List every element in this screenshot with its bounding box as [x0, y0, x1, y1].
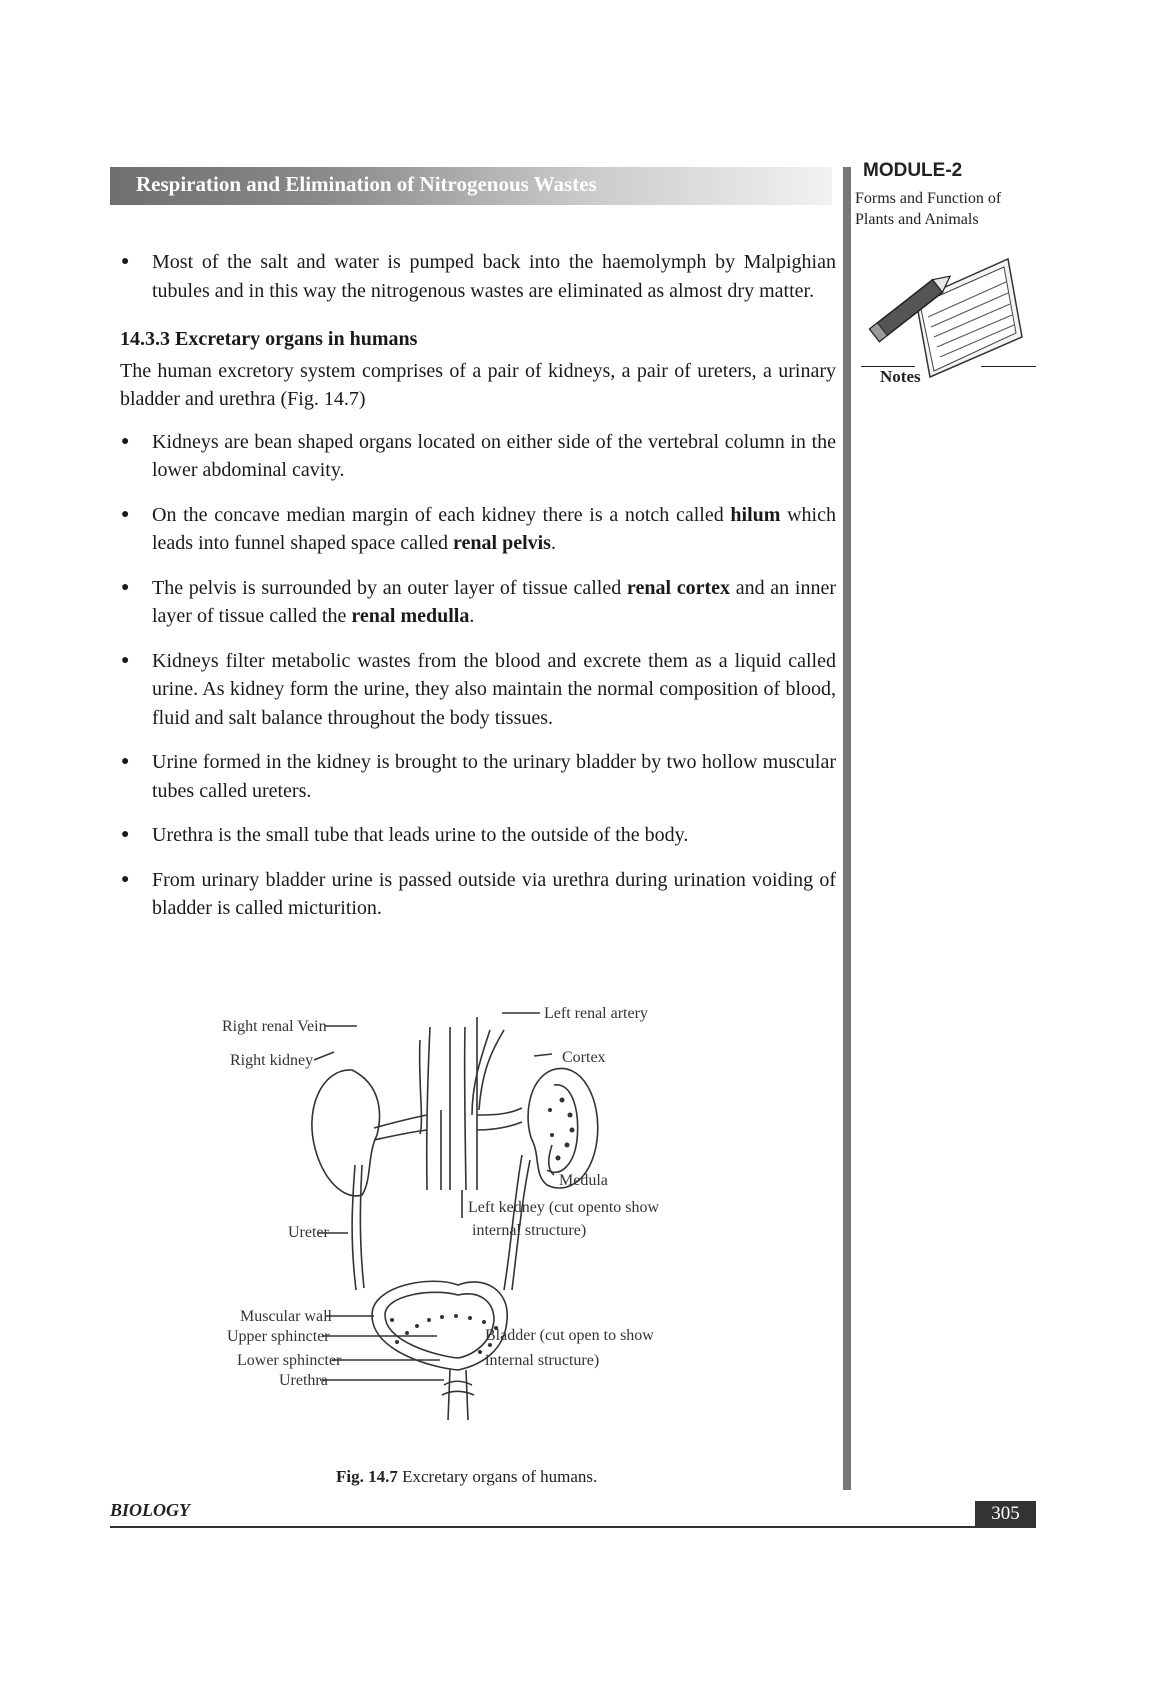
label-left-kidney-line2: internal structure) [472, 1222, 587, 1239]
label-right-renal-vein: Right renal Vein [222, 1018, 327, 1035]
bullet-text: . [550, 532, 556, 554]
footer-rule [110, 1526, 1036, 1528]
label-cortex: Cortex [562, 1049, 606, 1066]
term-renal-cortex: renal cortex [626, 576, 730, 599]
figure-caption-text: Excretary organs of humans. [397, 1467, 598, 1486]
bullet-hilum [120, 501, 836, 558]
bullet-filter: ● Kidneys filter metabolic wastes from the blood and excrete them as a liquid called urine. As kidney form the urine, they also maintain the normal composition of blood, fluid and salt balance throughout the body tissues. [120, 647, 836, 733]
bullet-urethra: ● Urethra is the small tube that leads urine to the outside of the body. [120, 821, 836, 850]
label-lower-sphincter: Lower sphincter [237, 1352, 342, 1369]
label-urethra: Urethra [279, 1372, 328, 1389]
module-subtitle: Forms and Function of Plants and Animals [855, 190, 1002, 228]
label-bladder-line2: internal structure) [485, 1352, 600, 1369]
notes-rule-right [981, 366, 1036, 367]
right-ureter [352, 1165, 356, 1290]
bullet-text: On the concave median margin of each kidney there is a notch called [152, 503, 731, 526]
label-muscular-wall: Muscular wall [240, 1308, 332, 1325]
footer-subject: BIOLOGY [110, 1500, 190, 1520]
section-intro: The human excretory system comprises of a pair of kidneys, a pair of ureters, a urinary bladder and urethra (Fig. 14.7) [120, 359, 836, 410]
label-left-kidney-line1: Left kedney (cut opento show [468, 1199, 660, 1216]
chapter-title: Respiration and Elimination of Nitrogenous Wastes [136, 172, 597, 196]
bullet-text: . [469, 605, 475, 627]
notes-pencil-icon [858, 255, 1028, 380]
bullet-kidney-shape: ● Kidneys are bean shaped organs located on either side of the vertebral column in the lower abdominal cavity. [120, 428, 836, 485]
bullet-text: which leads into funnel shaped space called [152, 503, 836, 554]
label-bladder-line1: Bladder (cut open to show [485, 1327, 654, 1344]
urethra-tube [448, 1370, 450, 1420]
term-renal-medulla: renal medulla [351, 605, 470, 627]
section-title: 14.3.3 Excretary organs in humans [120, 328, 418, 350]
main-content [120, 248, 836, 939]
excretory-organs-diagram [222, 990, 742, 1460]
figure-number: Fig. 14.7 [336, 1467, 398, 1486]
bullet-cortex-medulla [120, 574, 836, 631]
notes-label: Notes [880, 367, 921, 386]
bullet-malpighian: ● Most of the salt and water is pumped back into the haemolymph by Malpighian tubules and in this way the nitrogenous wastes are eliminated as almost dry matter. [120, 248, 836, 305]
chapter-header-bar [110, 167, 832, 205]
page-number: 305 [975, 1501, 1036, 1527]
margin-divider [843, 167, 851, 1490]
label-left-renal-artery: Left renal artery [544, 1005, 648, 1022]
label-right-kidney: Right kidney [230, 1052, 314, 1069]
label-upper-sphincter: Upper sphincter [227, 1328, 330, 1345]
label-medula: Medula [559, 1172, 608, 1189]
bullet-text: The pelvis is surrounded by an outer layer of tissue called [152, 576, 627, 599]
bullet-text: and an inner layer of tissue called the [152, 576, 836, 627]
bullet-ureters: ● Urine formed in the kidney is brought to the urinary bladder by two hollow muscular tubes called ureters. [120, 748, 836, 805]
module-label: MODULE-2 [863, 160, 963, 181]
right-kidney [312, 1070, 380, 1196]
figure-caption [336, 1467, 597, 1487]
term-hilum: hilum [730, 503, 781, 526]
label-ureter: Ureter [288, 1224, 329, 1241]
bullet-micturition: ● From urinary bladder urine is passed outside via urethra during urination voiding of bladder is called micturition. [120, 866, 836, 923]
vena-cava [427, 1027, 430, 1190]
term-renal-pelvis: renal pelvis [453, 532, 551, 554]
aorta [465, 1027, 466, 1190]
